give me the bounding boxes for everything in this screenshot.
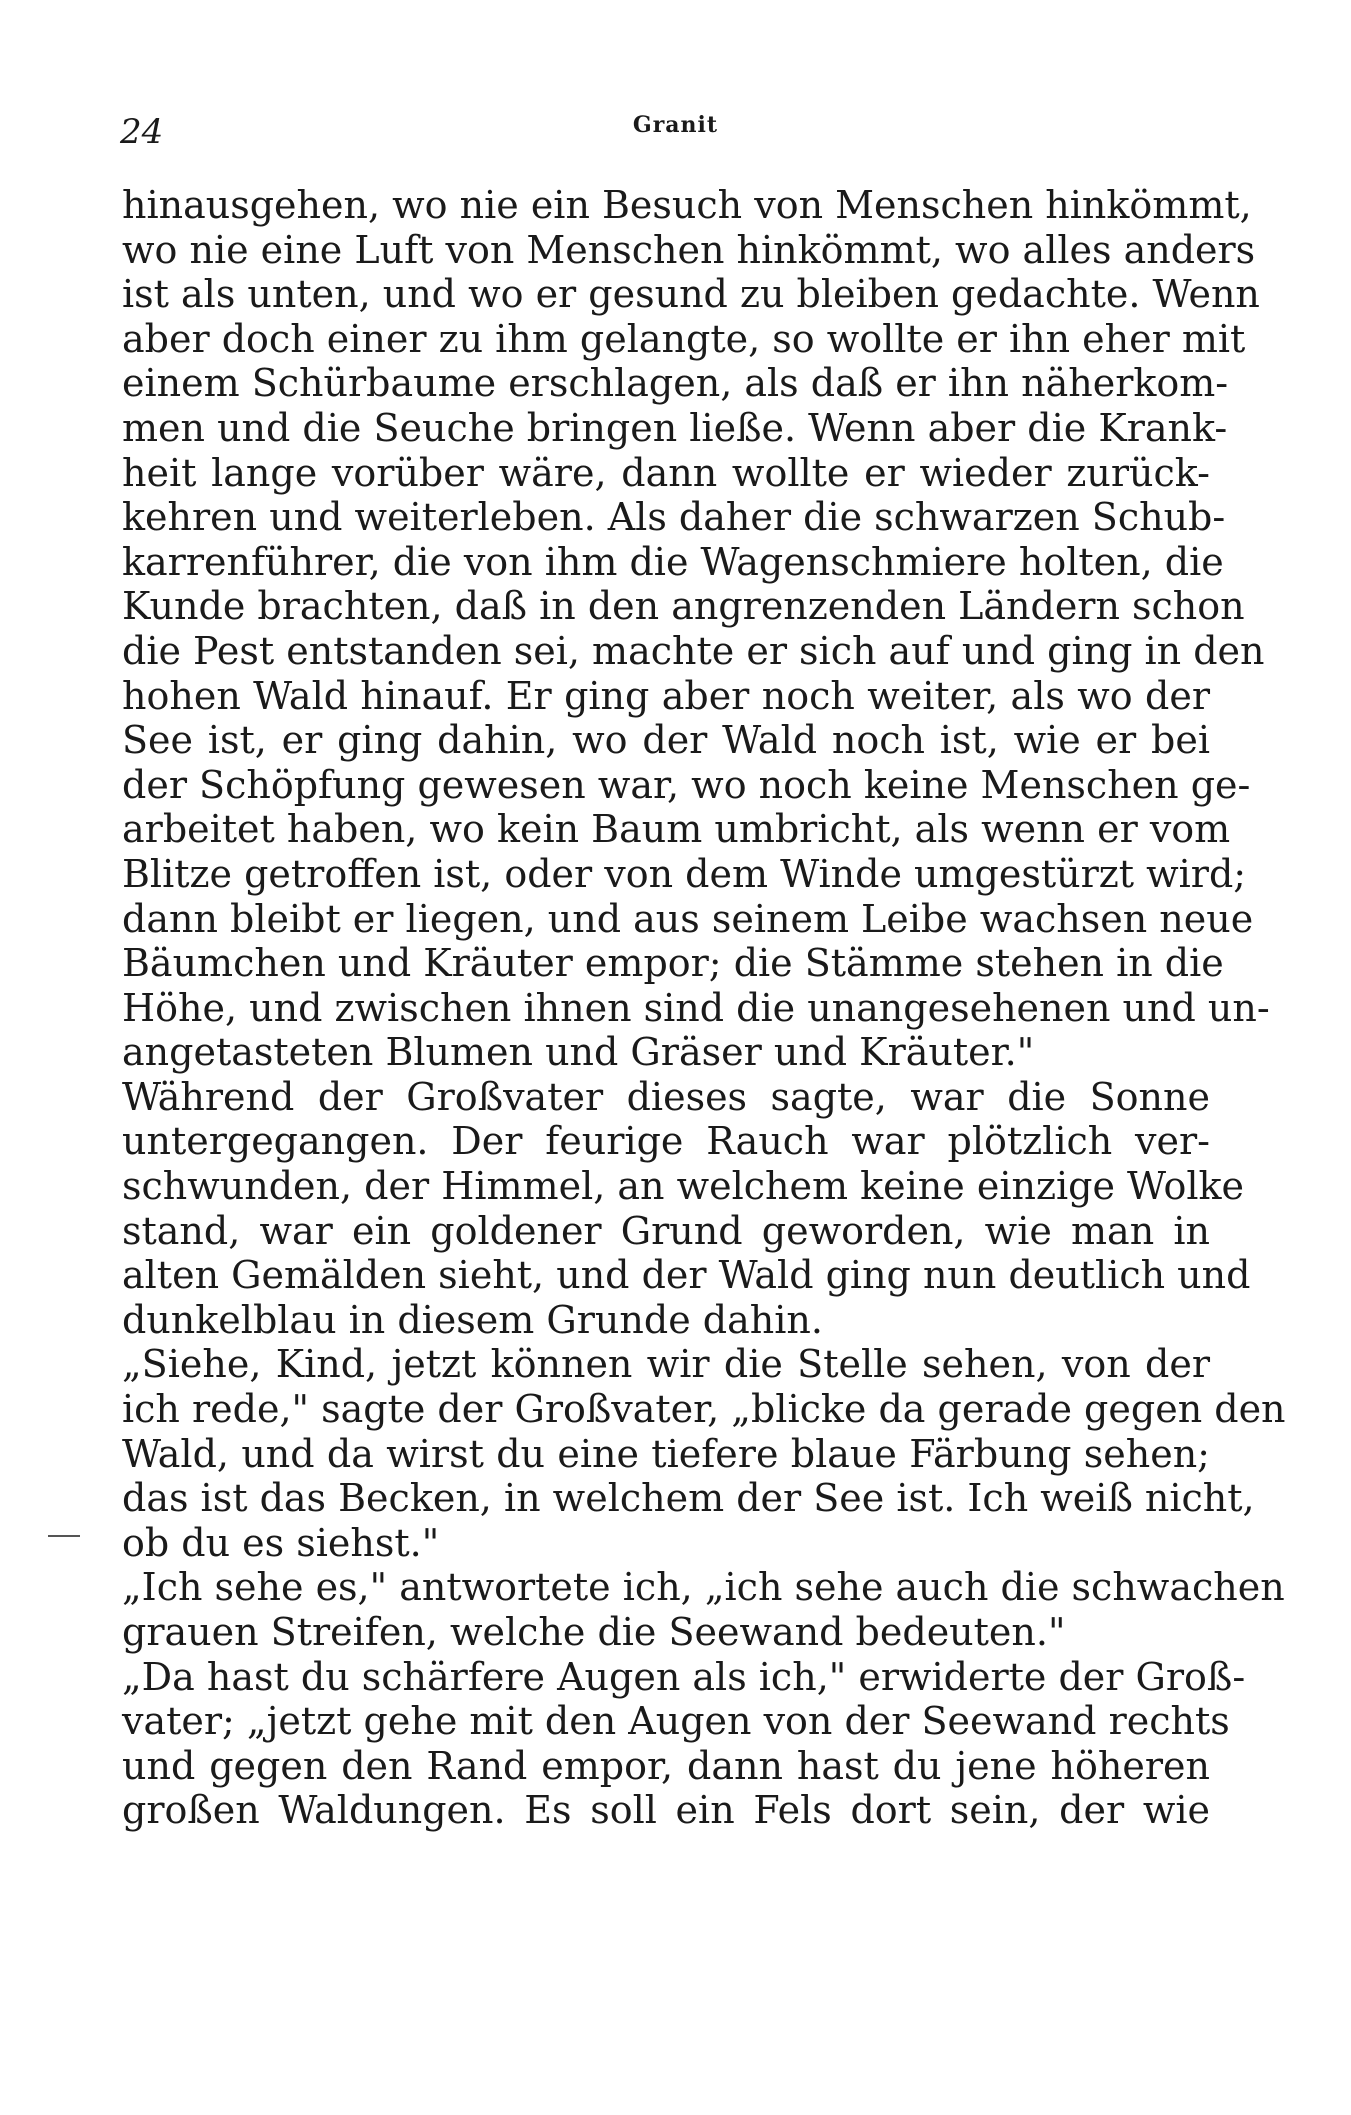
text-line: grauen Streifen, welche die Seewand bedeuten." <box>122 1610 1066 1654</box>
text-line: die Pest entstanden sei, machte er sich auf und ging in den <box>122 628 1265 673</box>
body-text <box>122 183 1286 1833</box>
text-line: schwunden, der Himmel, an welchem keine einzige Wolke <box>122 1164 1245 1209</box>
text-line: arbeitet haben, wo kein Baum umbricht, als wenn er vom <box>122 807 1231 852</box>
text-line: heit lange vorüber wäre, dann wollte er wieder zurück- <box>122 450 1210 495</box>
text-line: Bäumchen und Kräuter empor; die Stämme stehen in die <box>122 941 1224 986</box>
text-line: „Ich sehe es," antwortete ich, „ich sehe auch die schwachen <box>122 1565 1285 1610</box>
text-line: der Schöpfung gewesen war, wo noch keine Menschen ge- <box>122 762 1251 807</box>
page-number: 24 <box>120 112 164 152</box>
text-line: hohen Wald hinauf. Er ging aber noch weiter, als wo der <box>122 673 1210 718</box>
text-line: dunkelblau in diesem Grunde dahin. <box>122 1297 823 1342</box>
text-line: stand, war ein goldener Grund geworden, wie man in <box>122 1208 1210 1253</box>
text-line: „Da hast du schärfere Augen als ich," erwiderte der Groß- <box>122 1654 1246 1699</box>
text-line: hinausgehen, wo nie ein Besuch von Menschen hinkömmt, <box>122 183 1252 227</box>
text-line: angetasteten Blumen und Gräser und Kräuter." <box>122 1030 1035 1075</box>
text-line: karrenführer, die von ihm die Wagenschmiere holten, die <box>122 539 1224 584</box>
text-line: und gegen den Rand empor, dann hast du jene höheren <box>122 1743 1210 1788</box>
text-line: das ist das Becken, in welchem der See ist. Ich weiß nicht, <box>122 1476 1255 1521</box>
margin-mark <box>48 1535 80 1537</box>
text-line: untergegangen. Der feurige Rauch war plötzlich ver- <box>122 1119 1210 1164</box>
text-line: Während der Großvater dieses sagte, war die Sonne <box>122 1074 1210 1119</box>
text-line: wo nie eine Luft von Menschen hinkömmt, wo alles anders <box>122 227 1256 272</box>
text-line: einem Schürbaume erschlagen, als daß er ihn näherkom- <box>122 361 1229 406</box>
text-line: vater; „jetzt gehe mit den Augen von der Seewand rechts <box>122 1699 1230 1744</box>
text-line: Blitze getroffen ist, oder von dem Winde umgestürzt wird; <box>122 851 1247 896</box>
text-line: ich rede," sagte der Großvater, „blicke da gerade gegen den <box>122 1387 1286 1432</box>
text-line: ist als unten, und wo er gesund zu bleiben gedachte. Wenn <box>122 272 1260 317</box>
text-line: großen Waldungen. Es soll ein Fels dort sein, der wie <box>122 1788 1210 1833</box>
text-line: alten Gemälden sieht, und der Wald ging nun deutlich und <box>122 1253 1251 1298</box>
text-line: See ist, er ging dahin, wo der Wald noch ist, wie er bei <box>122 718 1210 763</box>
running-head: Granit <box>632 112 719 138</box>
text-line: aber doch einer zu ihm gelangte, so wollte er ihn eher mit <box>122 316 1246 361</box>
text-line: men und die Seuche bringen ließe. Wenn aber die Krank- <box>122 405 1228 450</box>
text-line: kehren und weiterleben. Als daher die schwarzen Schub- <box>122 495 1226 540</box>
text-line: dann bleibt er liegen, und aus seinem Leibe wachsen neue <box>122 896 1254 941</box>
text-line: ob du es siehst." <box>122 1520 440 1565</box>
text-line: Höhe, und zwischen ihnen sind die unangesehenen und un- <box>122 985 1270 1030</box>
text-line: Wald, und da wirst du eine tiefere blaue Färbung sehen; <box>122 1431 1210 1476</box>
text-line: „Siehe, Kind, jetzt können wir die Stelle sehen, von der <box>122 1342 1210 1387</box>
text-line: Kunde brachten, daß in den angrenzenden Ländern schon <box>122 584 1245 629</box>
